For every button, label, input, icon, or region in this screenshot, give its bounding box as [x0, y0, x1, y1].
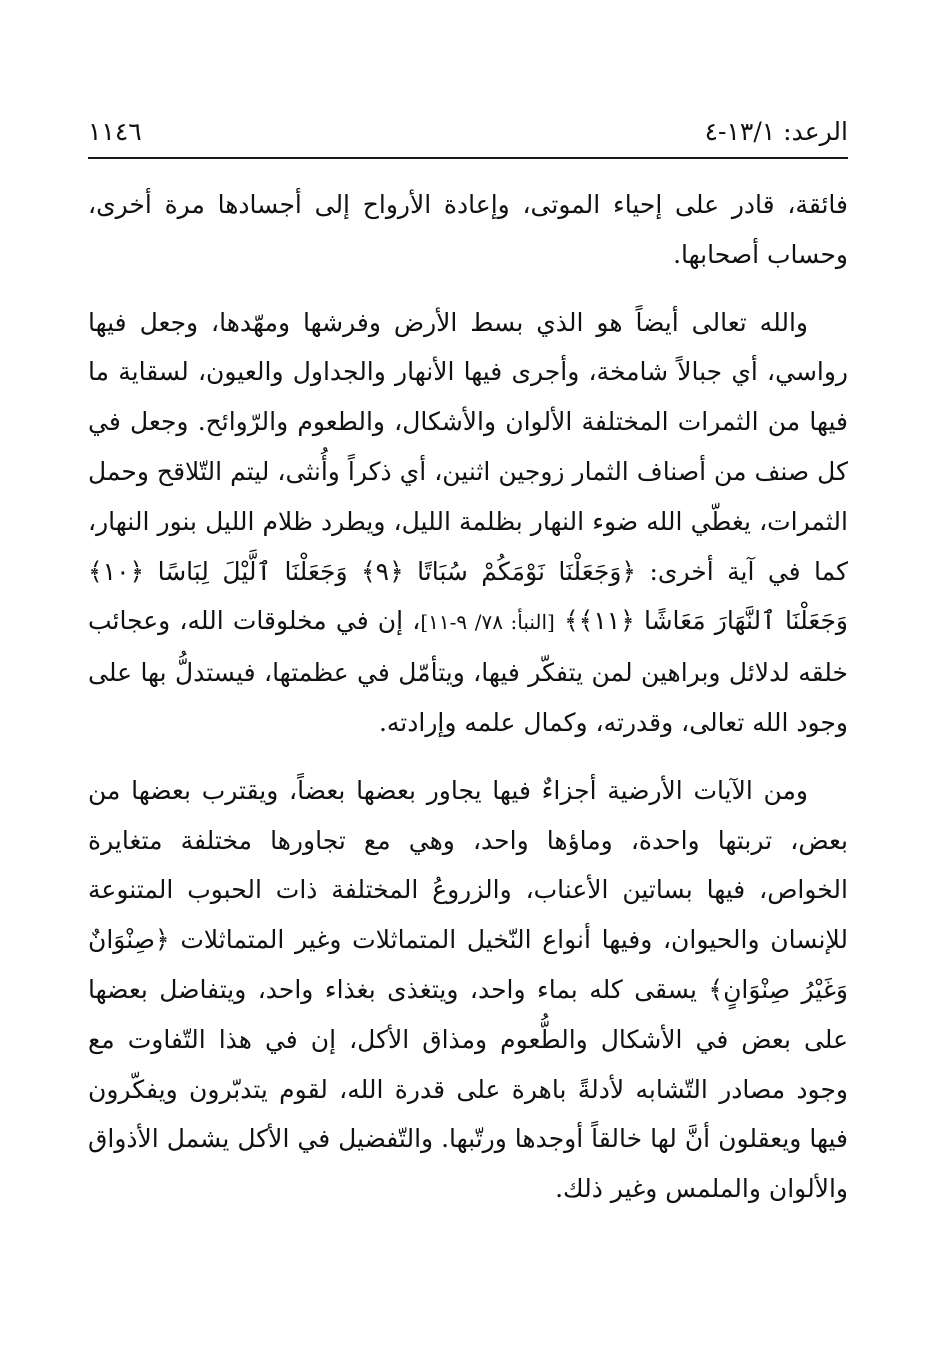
paragraph-text: فائقة، قادر على إحياء الموتى، وإعادة الأرواح إلى أجسادها مرة أخرى، وحساب أصحابها.: [88, 190, 848, 269]
paragraph-text-after-quote: يسقى كله بماء واحد، ويتغذى بغذاء واحد، ويتفاضل بعضها على بعض في الأشكال والطُّعوم ومذاق الأكل، إن في هذا التّفاوت مع وجود مصادر التّشابه لأدلةً باهرة على قدرة الله، لقوم يتدبّرون ويفكّرون فيها ويعقلون أنَّ لها خالقاً أوجدها ورتّبها. والتّفضيل في الأكل يشمل الأذواق والألوان والملمس وغير ذلك.: [88, 974, 848, 1204]
running-title: الرعد: ١٣/١-٤: [704, 117, 848, 146]
page-body: [88, 180, 848, 1214]
quran-quote: ﴿صِنْوَانٌ وَغَيْرُ صِنْوَانٍ﴾: [88, 925, 848, 1004]
quran-quote: ﴿وَجَعَلْنَا نَوْمَكُمْ سُبَاتًا ﴿٩﴾ وَجَعَلْنَا ٱلَّيْلَ لِبَاسًا ﴿١٠﴾ وَجَعَلْنَا ٱلنَّهَارَ مَعَاشًا ﴿١١﴾﴾: [88, 556, 848, 636]
paragraph-text-after-quote: ، إن في مخلوقات الله، وعجائب خلقه لدلائل وبراهين لمن يتفكّر فيها، ويتأمّل في عظمتها، فيستدلُّ بها على وجود الله تعالى، وقدرته، وكمال علمه وإرادته.: [88, 606, 848, 737]
page-number: ١١٤٦: [88, 117, 142, 146]
paragraph-text-before-quote: ومن الآيات الأرضية أجزاءٌ فيها يجاور بعضها بعضاً، ويقترب بعضها من بعض، تربتها واحدة، وماؤها واحد، وهي مع تجاورها مختلفة متغايرة الخواص، فيها بساتين الأعناب، والزروعُ المختلفة ذات الحبوب المتنوعة للإنسان والحيوان، وفيها أنواع النّخيل المتماثلات وغير المتماثلات: [88, 775, 848, 955]
paragraph-land-signs: [88, 766, 848, 1214]
paragraph-earth-signs: [88, 298, 848, 748]
header-rule: [88, 157, 848, 159]
quran-reference: [النبأ: ٧٨/ ٩-١١]: [420, 610, 555, 635]
paragraph-text-before-quote: والله تعالى أيضاً هو الذي بسط الأرض وفرشها ومهّدها، وجعل فيها رواسي، أي جبالاً شامخة، وأجرى فيها الأنهار والجداول والعيون، لسقاية ما فيها من الثمرات المختلفة الألوان والأشكال، والطعوم والرّوائح. وجعل في كل صنف من أصناف الثمار زوجين اثنين، أي ذكراً وأُنثى، ليتم التّلاقح وحمل الثمرات، يغطّي الله ضوء النهار بظلمة الليل، ويطرد ظلام الليل بنور النهار، كما في آية أخرى:: [88, 307, 849, 586]
running-head: [88, 112, 848, 152]
paragraph-continuation: [88, 180, 848, 280]
